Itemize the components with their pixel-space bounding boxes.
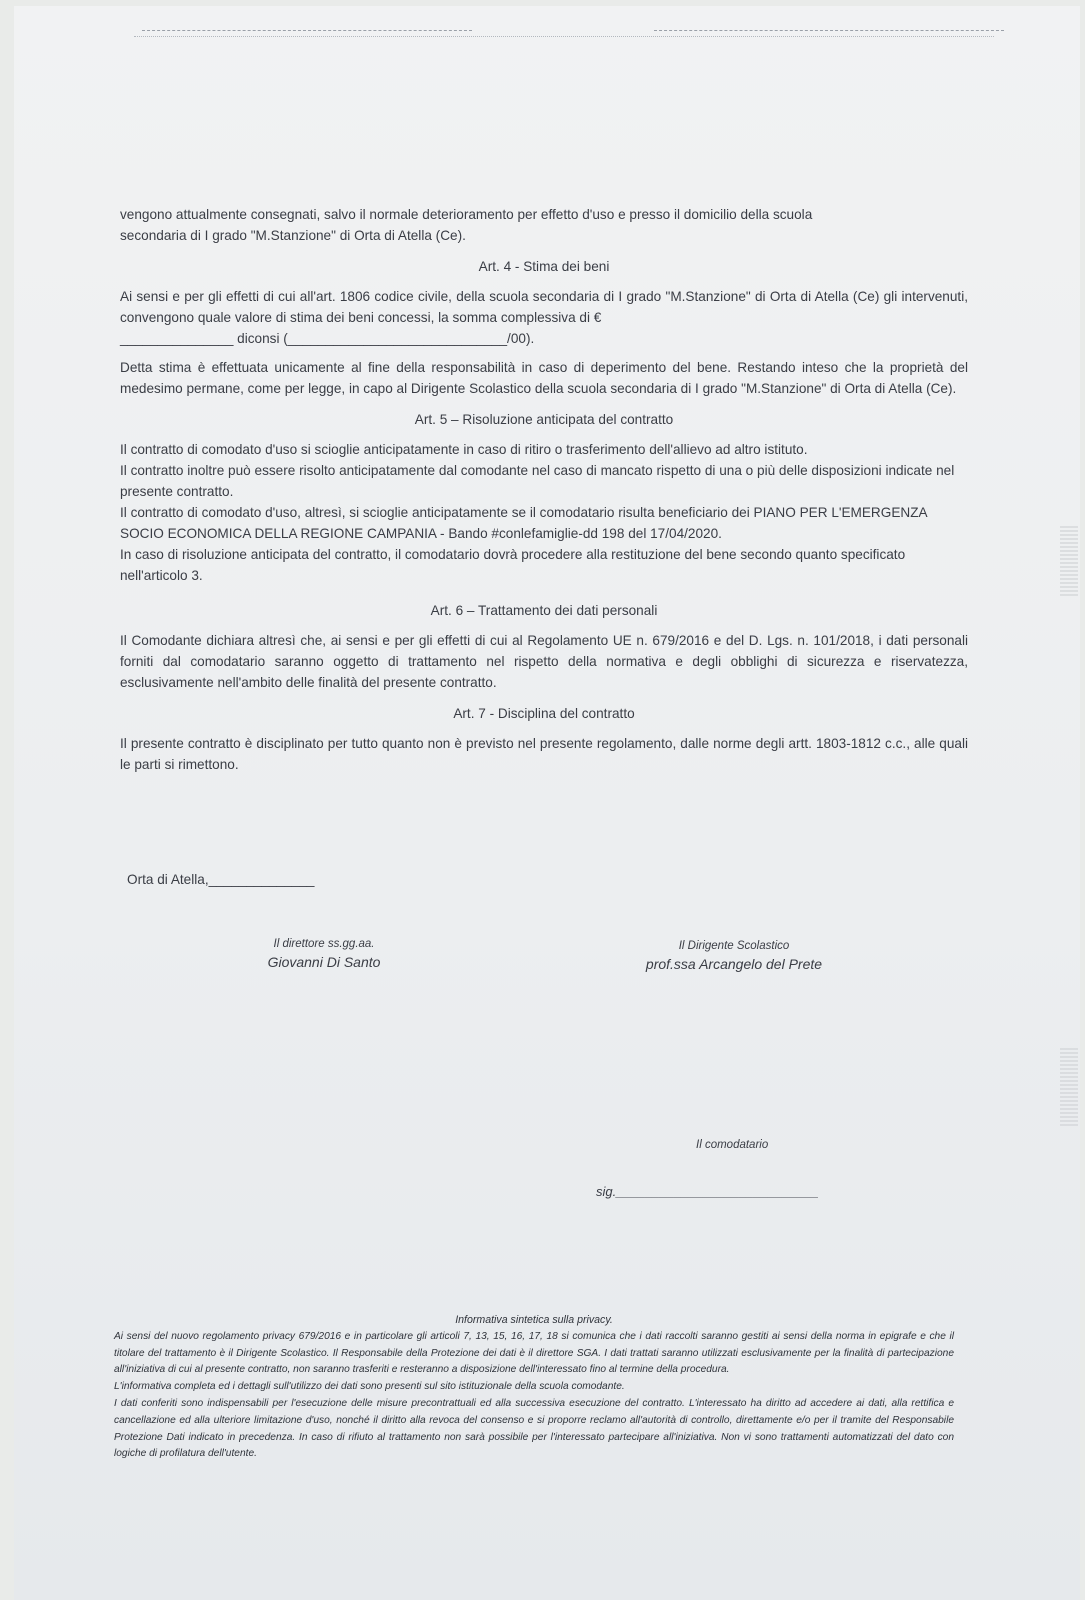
scan-artifact	[1060, 1046, 1078, 1126]
document-page	[14, 6, 1080, 1600]
signature-principal	[624, 940, 844, 972]
signature-name: prof.ssa Arcangelo del Prete	[645, 956, 823, 972]
signature-director	[234, 938, 414, 970]
privacy-notice	[114, 1312, 954, 1463]
estimate-blank-line: _______________ diconsi (_____________________________/00).	[120, 331, 535, 346]
comodatario-label: Il comodatario	[696, 1139, 769, 1151]
privacy-title: Informativa sintetica sulla privacy.	[455, 1314, 613, 1326]
article-7-title: Art. 7 - Disciplina del contratto	[453, 706, 635, 721]
signature-name: Giovanni Di Santo	[267, 954, 381, 970]
article-6-paragraph: Il Comodante dichiara altresì che, ai sensi e per gli effetti di cui al Regolamento UE n. 679/2016 e del D. Lgs. n. 101/2018, i dati personali forniti dal comodatario saranno oggetto di trattamento nel rispetto della normativa e degli obblighi di sicurezza e riservatezza, esclusivamente nell'ambito delle finalità del presente contratto.	[120, 633, 968, 690]
article-5-line: Il contratto inoltre può essere risolto anticipatamente dal comodante nel caso di mancato rispetto di una o più delle disposizioni indicate nel presente contratto.	[120, 463, 955, 499]
article-4-title: Art. 4 - Stima dei beni	[478, 259, 610, 274]
signature-role: Il Dirigente Scolastico	[678, 940, 790, 952]
intro-line: vengono attualmente consegnati, salvo il normale deterioramento per effetto d'uso e presso il domicilio della scuola	[120, 207, 813, 222]
article-5-title: Art. 5 – Risoluzione anticipata del contratto	[414, 412, 674, 427]
article-6-title: Art. 6 – Trattamento dei dati personali	[430, 603, 658, 618]
place-date-field: Orta di Atella,______________	[127, 872, 315, 887]
privacy-paragraph: L'informativa completa ed i dettagli sull'utilizzo dei dati sono presenti sul sito istituzionale della scuola comodante.	[114, 1381, 625, 1393]
header-rule-left	[142, 30, 472, 31]
article-5-line: In caso di risoluzione anticipata del contratto, il comodatario dovrà procedere alla restituzione del bene secondo quanto specificato nell'articolo 3.	[120, 547, 906, 583]
article-4-paragraph: Ai sensi e per gli effetti di cui all'art. 1806 codice civile, della scuola secondaria di I grado "M.Stanzione" di Orta di Atella (Ce) gli intervenuti, convengono quale valore di stima dei beni concessi, la somma complessiva di €	[120, 289, 968, 325]
comodatario-signature-line: sig.____________________________	[596, 1184, 819, 1199]
header-rule-lower	[134, 36, 994, 37]
contract-body	[120, 204, 968, 775]
privacy-paragraph: I dati conferiti sono indispensabili per l'esecuzione delle misure precontrattuali ed alla successiva esecuzione del contratto. L'interessato ha diritto ad accedere ai dati, alla rettifica e cancellazione ed alla ulteriore limitazione d'uso, nonché il diritto alla revoca del consenso e si proporre reclamo all'autorità di controllo, direttamente e/o per il tramite del Responsabile Protezione Dati indicato in precedenza. In caso di rifiuto al trattamento non sarà possibile per l'interessato partecipare all'iniziativa. Non vi sono trattamenti automatizzati del dato con logiche di profilatura dell'utente.	[114, 1397, 954, 1460]
signature-role: Il direttore ss.gg.aa.	[273, 938, 375, 950]
article-5-line: Il contratto di comodato d'uso, altresì, si scioglie anticipatamente se il comodatario risulta beneficiario dei PIANO PER L'EMERGENZA SOCIO ECONOMICA DELLA REGIONE CAMPANIA - Bando #conlefamiglie-dd 198 del 17/04/2020.	[120, 505, 927, 541]
intro-line: secondaria di I grado "M.Stanzione" di Orta di Atella (Ce).	[120, 228, 466, 243]
privacy-paragraph: Ai sensi del nuovo regolamento privacy 679/2016 e in particolare gli articoli 7, 13, 15, 16, 17, 18 si comunica che i dati raccolti saranno gestiti ai sensi della norma in epigrafe e che il titolare del trattamento è il Dirigente Scolastico. Il Responsabile della Protezione dei dati è il direttore SGA. I dati trattati saranno utilizzati esclusivamente per la finalità di partecipazione all'iniziativa di cui al presente contratto, non saranno trasferiti e resteranno a disposizione dell'interessato fino al termine della procedura.	[114, 1330, 954, 1376]
article-4-paragraph: Detta stima è effettuata unicamente al fine della responsabilità in caso di deperimento del bene. Restando inteso che la proprietà del medesimo permane, come per legge, in capo al Dirigente Scolastico della scuola secondaria di I grado "M.Stanzione" di Orta di Atella (Ce).	[120, 360, 968, 396]
header-rule-right	[654, 30, 1004, 31]
article-5-line: Il contratto di comodato d'uso si scioglie anticipatamente in caso di ritiro o trasferimento dell'allievo ad altro istituto.	[120, 442, 808, 457]
article-7-paragraph: Il presente contratto è disciplinato per tutto quanto non è previsto nel presente regolamento, dalle norme degli artt. 1803-1812 c.c., alle quali le parti si rimettono.	[120, 736, 968, 772]
scan-artifact	[1060, 526, 1078, 596]
